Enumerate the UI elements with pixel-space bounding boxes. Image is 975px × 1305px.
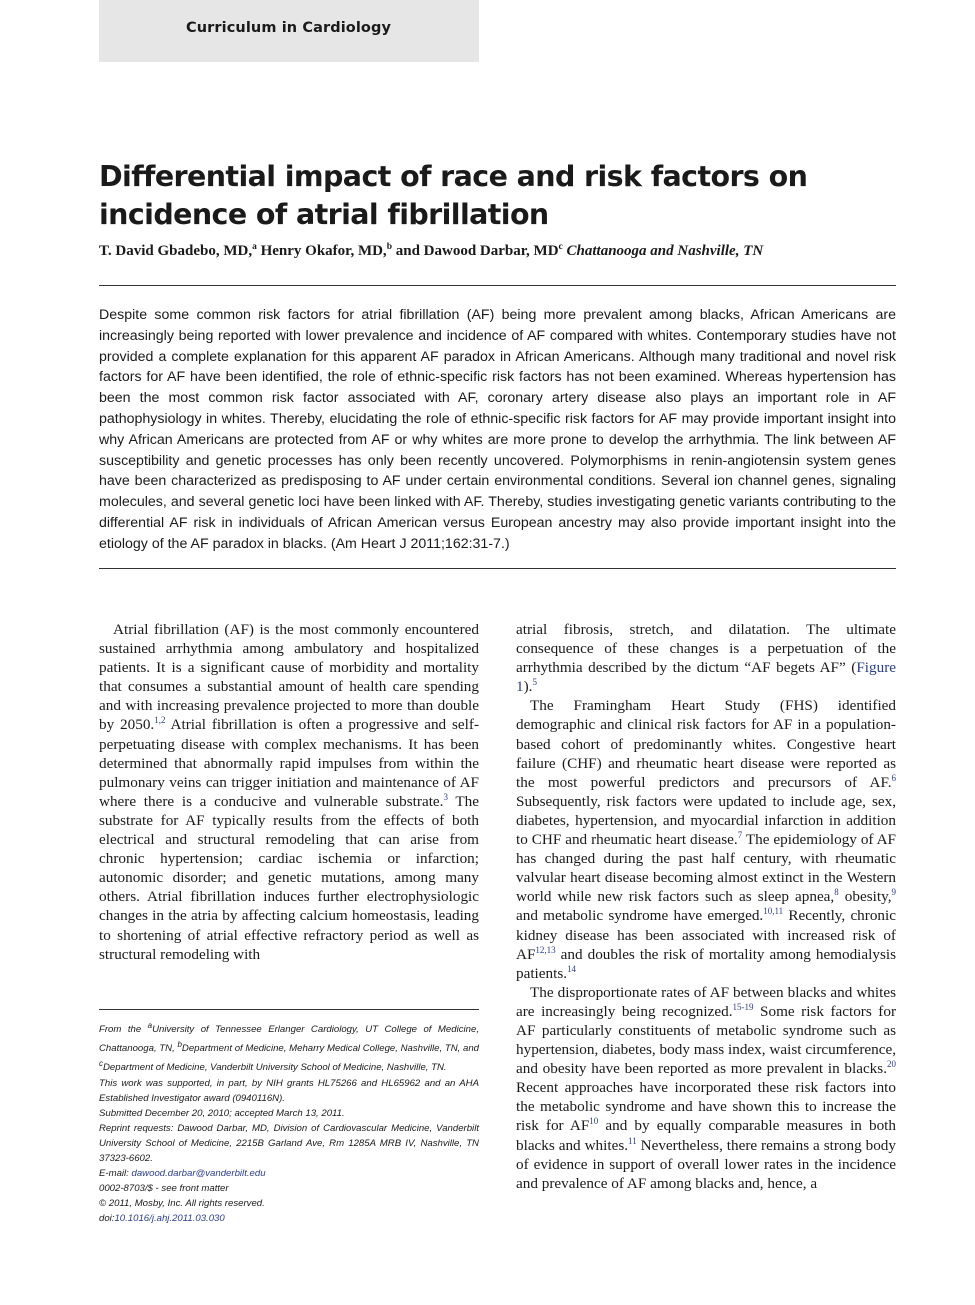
author-affiliation-mark: c [558, 242, 563, 252]
body-paragraph: Atrial fibrillation (AF) is the most commonly encountered sustained arrhythmia among ambulatory and hospitalized patients. It is a significant cause of morbidity and mortality that consumes a substantial amount of health care spending and with increasing prevalence projected to more than double by 2050.$^{1,2}$ Atrial fibrillation is often a progressive and self-perpetuating disease with complex mechanisms. It has been determined that abnormally rapid impulses from within the pulmonary veins can trigger initiation and maintenance of AF where there is a conducive and vulnerable substrate.$^3$ The substrate for AF typically results from the effects of both electrical and structural remodeling that can arise from chronic hypertension; cardiac ischemia or infarction; autonomic disorder; and genetic mutations, among many others. Atrial fibrillation induces further electrophysiologic changes in the atria by affecting calcium homeostasis, leading to shortening of atrial effective refractory period as well as structural remodeling with [99, 621, 480, 963]
submission-dates: Submitted December 20, 2010; accepted March 13, 2011. [99, 1107, 345, 1119]
citation-link[interactable]: 14 [567, 963, 577, 974]
citation-link[interactable]: 20 [887, 1059, 896, 1070]
author-affiliation-mark: b [386, 242, 392, 252]
body-paragraph: The disproportionate rates of AF between blacks and whites are increasingly being recognized.$^{15-19}$ Some risk factors for AF particularly constituents of metabolic syndrome such as hypertension, diabetes, body mass index, waist circumference, and obesity have been reported as more prevalent in blacks.$^{20}$ Recent approaches have incorporated these risk factors into the metabolic syndrome and have shown this to increase the risk for AF$^{10}$ and by equally comparable measures in both blacks and whites.$^{11}$ Nevertheless, there remains a strong body of evidence in support of overall lower rates in the incidence and prevalence of AF among blacks and, hence, a [516, 983, 897, 1192]
section-header [99, 0, 479, 62]
doi-link[interactable]: 10.1016/j.ahj.2011.03.030 [114, 1212, 225, 1224]
author-name: Dawood Darbar, MD [423, 243, 559, 259]
citation-link[interactable]: 11 [628, 1135, 637, 1146]
citation-link[interactable]: 5 [532, 677, 537, 688]
footnotes [99, 1018, 479, 1226]
email-link[interactable]: dawood.darbar@vanderbilt.edu [131, 1167, 266, 1179]
figure-link[interactable]: Figure 1 [516, 659, 896, 696]
section-label: Curriculum in Cardiology [186, 20, 391, 36]
citation-link[interactable]: 9 [891, 887, 896, 898]
email-note: E-mail: dawood.darbar@vanderbilt.edu [99, 1167, 266, 1179]
abstract-top-divider [99, 285, 896, 286]
reprint-requests: Reprint requests: Dawood Darbar, MD, Division of Cardiovascular Medicine, Vanderbilt University School of Medicine, 2215B Garland Ave, Rm 1285A MRB IV, Nashville, TN 37323-6602. [99, 1122, 479, 1164]
citation-link[interactable]: 7 [737, 829, 743, 840]
citation-link[interactable]: 12,13 [535, 944, 556, 955]
citation-link[interactable]: 1,2 [154, 715, 166, 726]
citation-link[interactable]: 3 [443, 791, 448, 802]
author-line [99, 242, 899, 260]
author-name: T. David Gbadebo, MD, [99, 243, 253, 259]
affiliations-note: From the $^a$University of Tennessee Erlanger Cardiology, UT College of Medicine, Chattanooga, TN, $^b$Department of Medicine, Meharry Medical College, Nashville, TN, and $^c$Department of Medicine, Vanderbilt University School of Medicine, Nashville, TN. [99, 1021, 480, 1074]
doi-note: doi:10.1016/j.ahj.2011.03.030 [99, 1212, 225, 1224]
article-title: Differential impact of race and risk factors on incidence of atrial fibrillation [99, 160, 808, 231]
citation-link[interactable]: 10,11 [763, 906, 784, 917]
issn-note: 0002-8703/$ - see front matter [99, 1182, 229, 1194]
citation-link[interactable]: 8 [834, 887, 839, 898]
citation-link[interactable]: 6 [891, 772, 896, 783]
body-column-left [99, 620, 479, 964]
funding-note: This work was supported, in part, by NIH grants HL75266 and HL65962 and an AHA Established Investigator award (0940116N). [99, 1077, 479, 1104]
body-paragraph: atrial fibrosis, stretch, and dilatation. The ultimate consequence of these changes is a perpetuation of the arrhythmia described by the dictum “AF begets AF” (Figure 1).$^5$ [516, 621, 896, 696]
copyright-note: © 2011, Mosby, Inc. All rights reserved. [99, 1197, 265, 1209]
abstract: Despite some common risk factors for atrial fibrillation (AF) being more prevalent among blacks, African Americans are increasingly being reported with lower prevalence and incidence of AF compared with whites. Contemporary studies have not provided a complete explanation for this apparent AF paradox in African Americans. Although many traditional and novel risk factors for AF have been identified, the role of ethnic-specific risk factors has not been examined. Whereas hypertension has been the most common risk factor associated with AF, coronary artery disease also plays an important role in AF pathophysiology in whites. Thereby, elucidating the role of ethnic-specific risk factors for AF may provide important insight into why African Americans are protected from AF or why whites are more prone to develop the arrhythmia. The link between AF susceptibility and genetic processes has only been recently uncovered. Polymorphisms in renin-angiotensin system genes have been characterized as predisposing to AF under certain environmental conditions. Several ion channel genes, signaling molecules, and several genetic loci have been linked with AF. Thereby, studies investigating genetic variants contributing to the differential AF risk in individuals of African American versus European ancestry may also provide important insight into the etiology of the AF paradox in blacks. (Am Heart J 2011;162:31-7.) [99, 307, 896, 552]
body-column-right [516, 620, 896, 1193]
abstract-bottom-divider [99, 568, 896, 569]
citation-link[interactable]: 15-19 [732, 1001, 754, 1012]
author-conjunction: and [395, 243, 420, 259]
citation-link[interactable]: 10 [589, 1116, 599, 1127]
footnote-divider [99, 1009, 479, 1010]
author-location: Chattanooga and Nashville, TN [566, 243, 764, 259]
author-name: Henry Okafor, MD, [260, 243, 387, 259]
author-affiliation-mark: a [252, 242, 257, 252]
body-paragraph: The Framingham Heart Study (FHS) identified demographic and clinical risk factors for AF in a population-based cohort of predominantly whites. Congestive heart failure (CHF) and rheumatic heart disease were reported as the most powerful predictors and precursors of AF.$^6$ Subsequently, risk factors were updated to include age, sex, diabetes, hypertension, and myocardial infarction in addition to CHF and rheumatic heart disease.$^7$ The epidemiology of AF has changed during the past half century, with rheumatic valvular heart disease becoming almost extinct in the Western world while new risk factors such as sleep apnea,$^8$ obesity,$^9$ and metabolic syndrome have emerged.$^{10,11}$ Recently, chronic kidney disease has been associated with increased risk of AF$^{12,13}$ and doubles the risk of mortality among hemodialysis patients.$^{14}$ [516, 697, 896, 982]
